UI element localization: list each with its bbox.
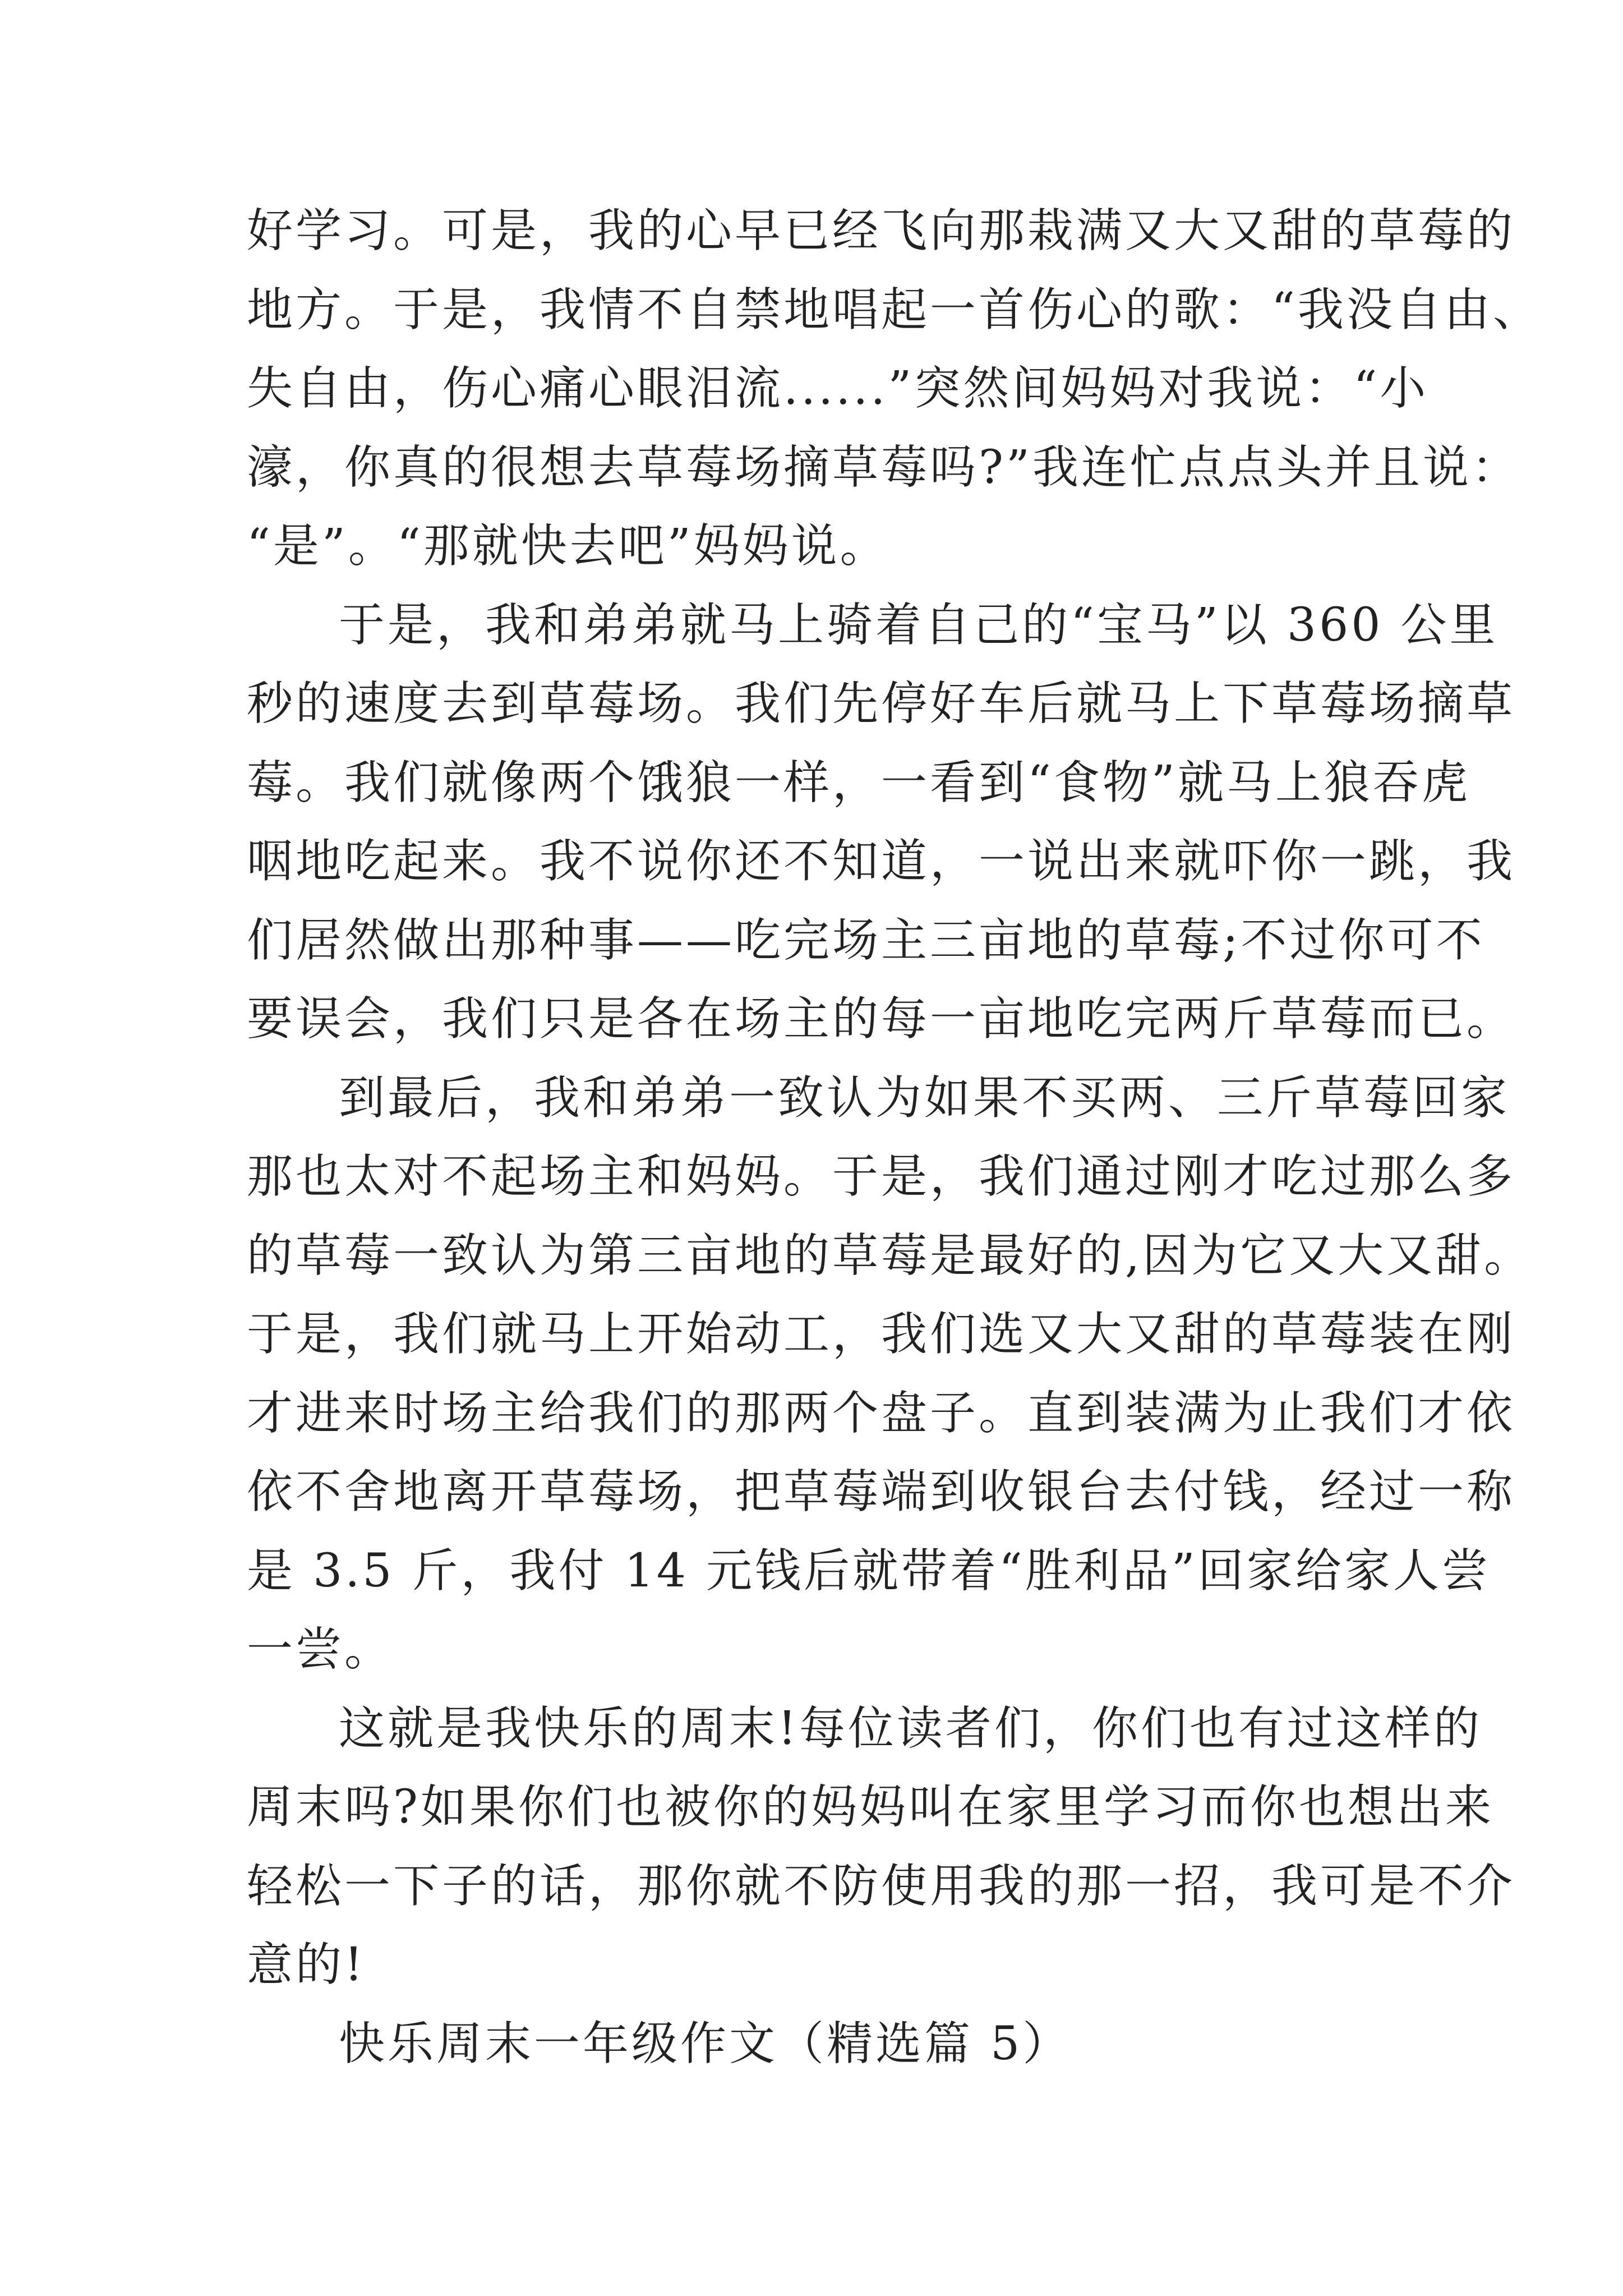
paragraph xyxy=(247,192,1542,586)
text-line: 这就是我快乐的周末!每位读者们，你们也有过这样的 xyxy=(339,1701,1482,1755)
section-heading xyxy=(247,2005,1393,2084)
text-line: 失自由，伤心痛心眼泪流......”突然间妈妈对我说：“小 xyxy=(247,362,1429,415)
text-line: 要误会，我们只是各在场主的每一亩地吃完两斤草莓而已。 xyxy=(247,992,1516,1046)
text-line: 秒的速度去到草莓场。我们先停好车后就马上下草莓场摘草 xyxy=(247,677,1516,730)
paragraph xyxy=(247,586,1516,1059)
text-line: 轻松一下子的话，那你就不防使用我的那一招，我可是不介 xyxy=(247,1859,1516,1913)
text-line: 们居然做出那种事——吃完场主三亩地的草莓;不过你可不 xyxy=(247,913,1485,967)
text-line: 那也太对不起场主和妈妈。于是，我们通过刚才吃过那么多 xyxy=(247,1150,1516,1203)
text-line: 周末吗?如果你们也被你的妈妈叫在家里学习而你也想出来 xyxy=(247,1780,1494,1834)
paragraph xyxy=(247,1059,1533,1690)
text-line: 地方。于是，我情不自禁地唱起一首伤心的歌：“我没自由、 xyxy=(247,283,1542,337)
text-line: 快乐周末一年级作文（精选篇 5） xyxy=(339,2017,1072,2070)
text-line: 依不舍地离开草莓场，把草莓端到收银台去付钱，经过一称 xyxy=(247,1465,1516,1519)
text-line: 的草莓一致认为第三亩地的草莓是最好的,因为它又大又甜。 xyxy=(247,1228,1533,1282)
essay-body xyxy=(247,192,1542,2083)
text-line: 好学习。可是，我的心早已经飞向那栽满又大又甜的草莓的 xyxy=(247,204,1516,257)
text-line: 才进来时场主给我们的那两个盘子。直到装满为止我们才依 xyxy=(247,1386,1516,1440)
text-line: 濠，你真的很想去草莓场摘草莓吗?”我连忙点点头并且说： xyxy=(247,440,1520,494)
paragraph xyxy=(247,1690,1516,2005)
text-line: “是”。“那就快去吧”妈妈说。 xyxy=(247,519,889,573)
text-line: 咽地吃起来。我不说你还不知道，一说出来就吓你一跳，我 xyxy=(247,835,1516,888)
text-line: 是 3.5 斤，我付 14 元钱后就带着“胜利品”回家给家人尝 xyxy=(247,1544,1491,1598)
text-line: 于是，我和弟弟就马上骑着自己的“宝马”以 360 公里 xyxy=(339,598,1498,652)
text-line: 莓。我们就像两个饿狼一样，一看到“食物”就马上狼吞虎 xyxy=(247,756,1470,809)
text-line: 一尝。 xyxy=(247,1623,394,1676)
text-line: 于是，我们就马上开始动工，我们选又大又甜的草莓装在刚 xyxy=(247,1308,1516,1361)
text-line: 意的! xyxy=(247,1938,366,1991)
text-line: 到最后，我和弟弟一致认为如果不买两、三斤草莓回家 xyxy=(339,1071,1510,1125)
